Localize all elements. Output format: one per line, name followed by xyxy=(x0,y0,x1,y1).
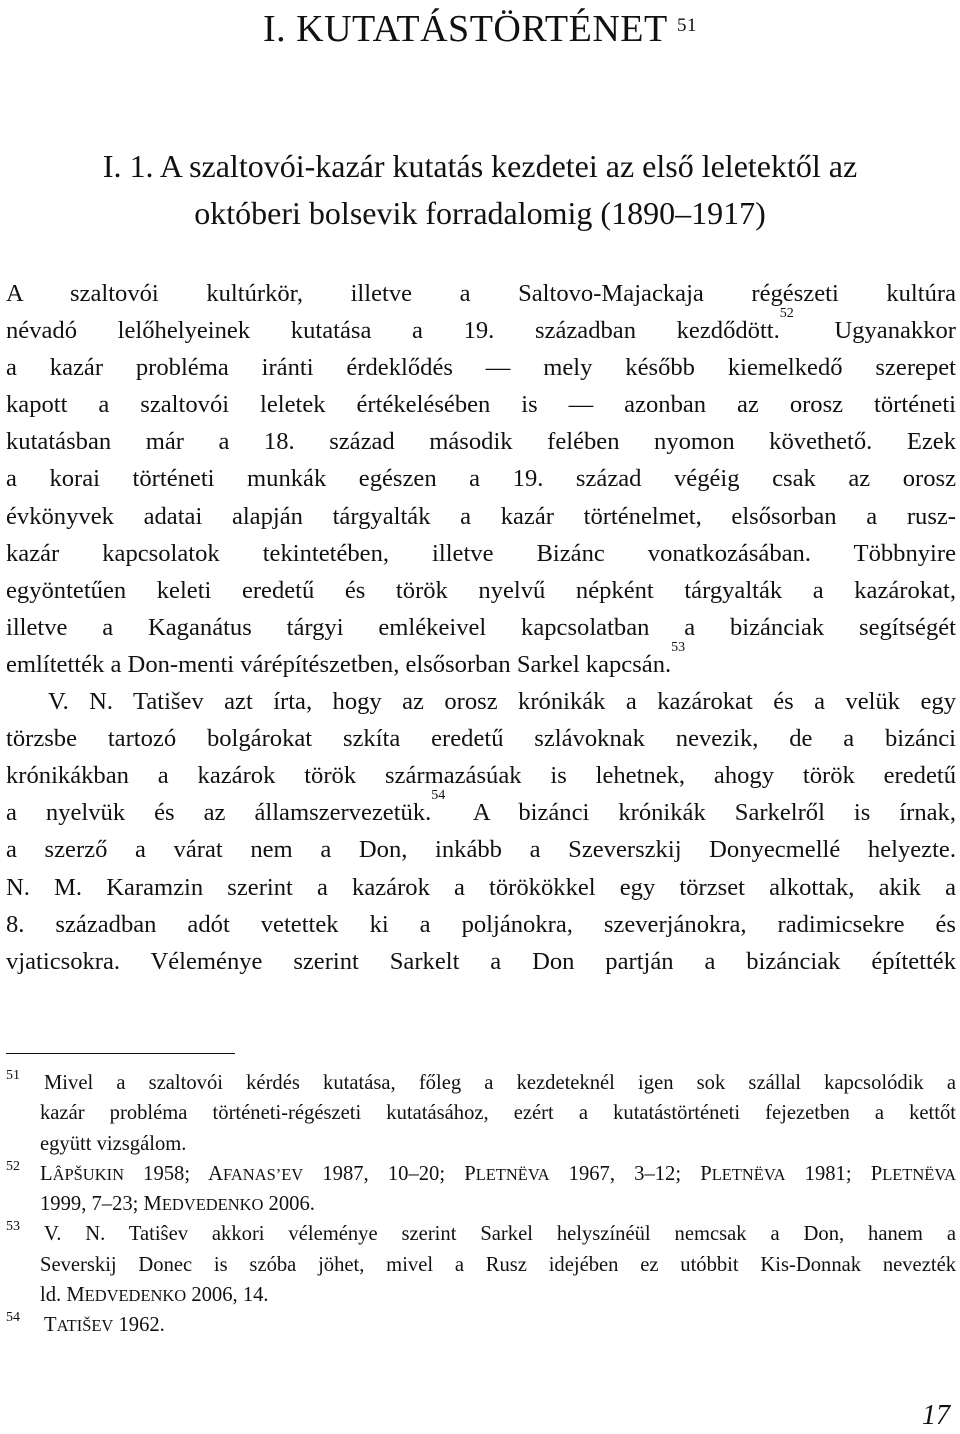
text-line: említették a Don-menti várépítészetben, elsősorban Sarkel kapcsán.$^{53}$ xyxy=(6,639,686,678)
text-line: illetve a Kaganátus tárgyi emlékeivel kapcsolatban a bizánciak segítségét xyxy=(6,613,956,641)
footnote-line: Mivel a szaltovói kérdés kutatása, főleg a kezdeteknél igen sok szállal kapcsolódik a xyxy=(44,1072,956,1094)
text-line: a korai történeti munkák egészen a 19. század végéig csak az orosz xyxy=(6,465,956,493)
text-line: kapott a szaltovói leletek értékelésében is — azonban az orosz történeti xyxy=(6,391,956,419)
chapter-title xyxy=(0,6,960,52)
footnote-line: együtt vizsgálom. xyxy=(40,1132,187,1155)
text-line: V. N. Tatišev azt írta, hogy az orosz krónikák a kazárokat és a velük egy xyxy=(48,688,956,716)
text-line: névadó lelőhelyeinek kutatása a 19. században kezdődött.$^{52}$ Ugyanakkor xyxy=(6,306,956,345)
text-line: 8. században adót vetettek ki a poljánokra, szeverjánokra, radimicsekre és xyxy=(6,910,956,938)
footnote-line: 1999, 7–23; MEDVEDENKO 2006. xyxy=(40,1193,315,1216)
footnote-number: 51 xyxy=(6,1068,20,1083)
text-line: kutatásban már a 18. század második felében nyomon követhető. Ezek xyxy=(6,428,956,456)
footnote-number: 53 xyxy=(6,1219,20,1235)
text-line: a kazár probléma iránti érdeklődés — mely később kiemelkedő szerepet xyxy=(6,354,956,382)
section-title xyxy=(0,143,960,237)
footnotes xyxy=(6,1068,956,1341)
footnote-line: LÂPŠUKIN 1958; AFANAS’EV 1987, 10–20; PLETNËVA 1967, 3–12; PLETNËVA 1981; PLETNËVA xyxy=(40,1162,956,1185)
footnote-line: ld. MEDVEDENKO 2006, 14. xyxy=(40,1284,269,1307)
footnote-ref-51: 51 xyxy=(677,15,698,36)
page-number: 17 xyxy=(922,1400,950,1431)
text-line: krónikákban a kazárok török származásúak is lehetnek, ahogy török eredetű xyxy=(6,762,956,790)
footnote-54 xyxy=(6,1310,956,1340)
footnote-line: Severskij Donec is szóba jöhet, mivel a Rusz idejében ez utóbbit Kis-Donnak nevezték xyxy=(40,1253,956,1276)
footnote-number: 54 xyxy=(6,1310,20,1326)
footnote-number: 52 xyxy=(6,1158,20,1174)
footnote-51 xyxy=(6,1068,956,1159)
footnote-line: V. N. Tatiŝev akkori véleménye szerint Sarkel helyszínéül nemcsak a Don, hanem a xyxy=(44,1223,956,1246)
footnote-ref-52: 52 xyxy=(779,306,794,322)
text-line: A szaltovói kultúrkör, illetve a Saltovo-Majackaja régészeti kultúra xyxy=(6,280,956,307)
section-title-line: októberi bolsevik forradalomig (1890–1917) xyxy=(194,195,766,231)
body-text xyxy=(6,275,956,980)
footnote-ref-54: 54 xyxy=(431,788,446,804)
text-line: egyöntetűen keleti eredetű és török nyelvű népként tárgyalták a kazárokat, xyxy=(6,576,956,604)
text-line: kazár kapcsolatok tekintetében, illetve Bizánc vonatkozásában. Többnyire xyxy=(6,539,956,567)
text-line: a szerző a várat nem a Don, inkább a Szeverszkij Donyecmellé helyezte. xyxy=(6,836,956,864)
footnote-line: TATIŠEV 1962. xyxy=(44,1314,165,1337)
text-line: N. M. Karamzin szerint a kazárok a törökökkel egy törzset alkottak, akik a xyxy=(6,873,956,901)
footnote-line: kazár probléma történeti-régészeti kutatásához, ezért a kutatástörténeti fejezetben a kettőt xyxy=(40,1102,956,1125)
text-line: vjaticsokra. Véleménye szerint Sarkelt a Don partján a bizánciak építették xyxy=(6,947,956,975)
text-line: évkönyvek adatai alapján tárgyalták a kazár történelmet, elsősorban a rusz- xyxy=(6,502,956,530)
text-line: a nyelvük és az államszervezetük.$^{54}$ A bizánci krónikák Sarkelről is írnak, xyxy=(6,788,956,827)
footnote-ref-53: 53 xyxy=(671,639,686,655)
footnote-53 xyxy=(6,1219,956,1310)
section-title-line: I. 1. A szaltovói-kazár kutatás kezdetei az első leletektől az xyxy=(102,148,858,184)
footnote-52 xyxy=(6,1159,956,1220)
text-line: törzsbe tartozó bolgárokat szkíta eredetű szlávoknak nevezik, de a bizánci xyxy=(6,725,956,753)
footnote-divider xyxy=(6,1053,235,1054)
chapter-title-text: I. KUTATÁSTÖRTÉNET xyxy=(262,8,668,50)
